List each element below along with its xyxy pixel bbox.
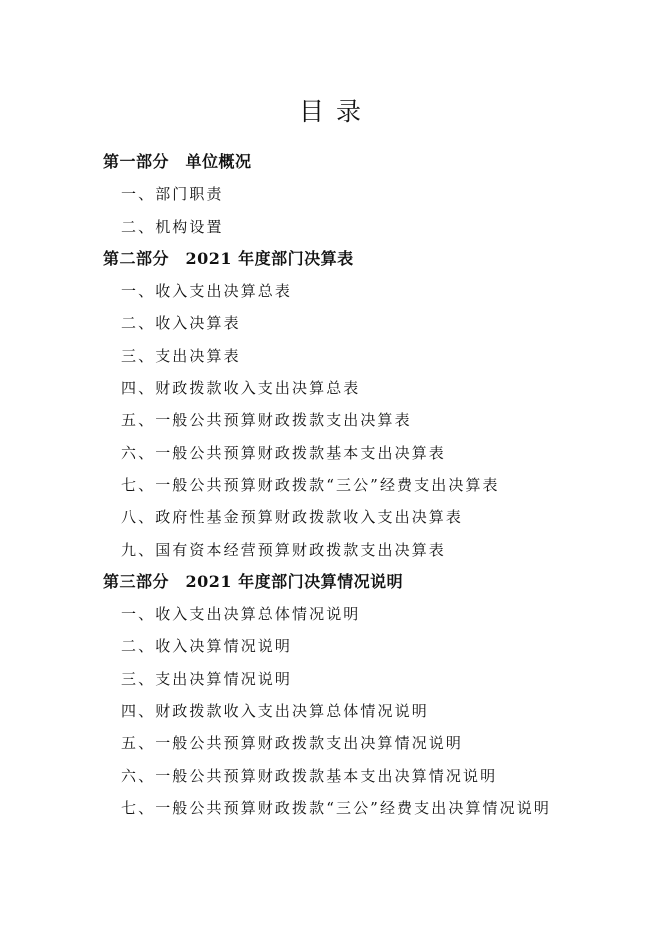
toc-item[interactable]: 六、一般公共预算财政拨款基本支出决算情况说明 xyxy=(121,766,498,785)
toc-item[interactable]: 一、收入支出决算总体情况说明 xyxy=(121,605,361,624)
toc-item[interactable]: 九、国有资本经营预算财政拨款支出决算表 xyxy=(121,540,446,559)
toc-item[interactable]: 一、部门职责 xyxy=(121,185,224,204)
toc-item[interactable]: 三、支出决算情况说明 xyxy=(121,669,293,688)
toc-section-heading[interactable]: 第二部分 2021 年度部门决算表 xyxy=(103,248,354,268)
table-of-contents xyxy=(103,146,648,824)
toc-item[interactable]: 二、收入决算情况说明 xyxy=(121,637,293,656)
toc-item[interactable]: 五、一般公共预算财政拨款支出决算表 xyxy=(121,411,412,430)
toc-item[interactable]: 六、一般公共预算财政拨款基本支出决算表 xyxy=(121,443,446,462)
toc-item[interactable]: 五、一般公共预算财政拨款支出决算情况说明 xyxy=(121,734,464,753)
toc-item[interactable]: 一、收入支出决算总表 xyxy=(121,282,293,301)
toc-section-heading[interactable]: 第三部分 2021 年度部门决算情况说明 xyxy=(103,571,404,591)
toc-item[interactable]: 四、财政拨款收入支出决算总体情况说明 xyxy=(121,702,429,721)
toc-item[interactable]: 二、机构设置 xyxy=(121,217,224,236)
toc-item[interactable]: 七、一般公共预算财政拨款“三公”经费支出决算表 xyxy=(121,475,500,494)
toc-item[interactable]: 三、支出决算表 xyxy=(121,346,241,365)
toc-section-heading[interactable]: 第一部分 单位概况 xyxy=(103,152,252,171)
toc-item[interactable]: 八、政府性基金预算财政拨款收入支出决算表 xyxy=(121,508,464,527)
toc-item[interactable]: 四、财政拨款收入支出决算总表 xyxy=(121,379,361,398)
toc-title: 目 录 xyxy=(299,97,363,126)
toc-item[interactable]: 二、收入决算表 xyxy=(121,314,241,333)
toc-item[interactable]: 七、一般公共预算财政拨款“三公”经费支出决算情况说明 xyxy=(121,798,551,817)
